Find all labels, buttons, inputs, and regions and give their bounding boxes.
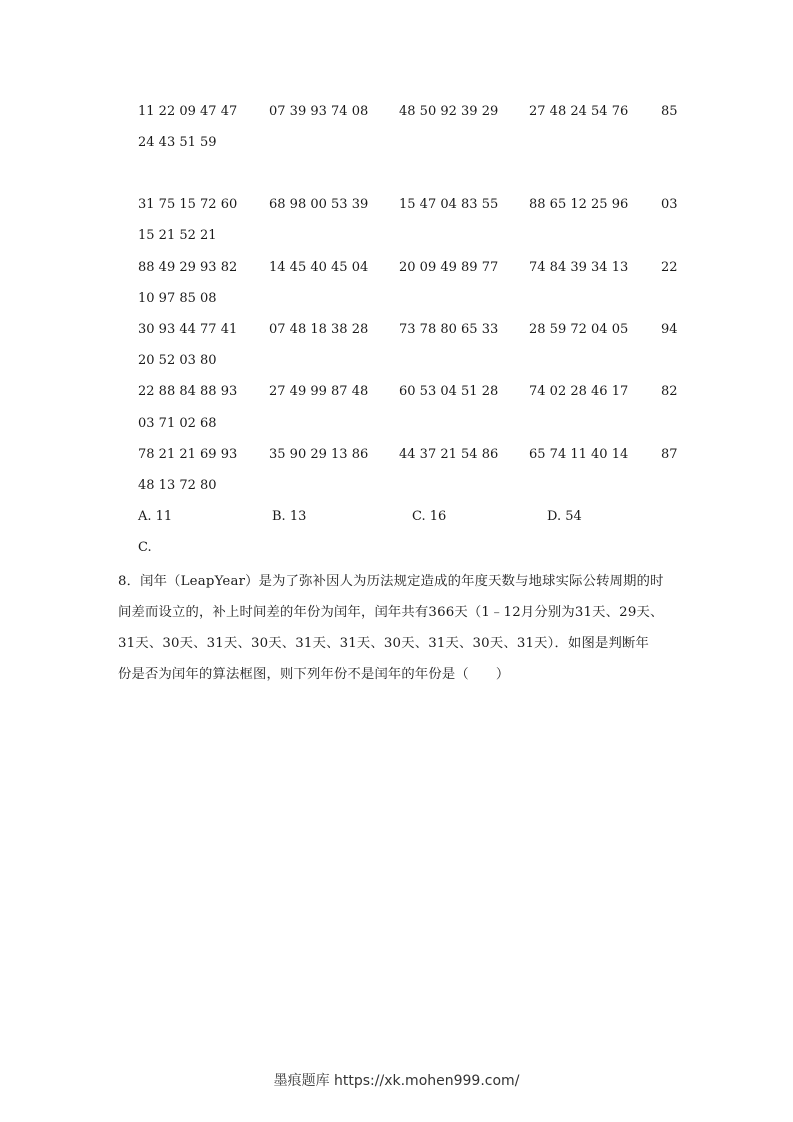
footer-watermark: 墨痕题库 https://xk.mohen999.com/ [273,1073,520,1089]
answer-text: C. [138,540,152,555]
number-group: 44 37 21 54 86 [399,447,499,462]
number-group: 85 [661,104,678,119]
table-row [0,258,793,278]
number-group: 27 48 24 54 76 [529,104,629,119]
number-group: 03 [661,197,678,212]
number-group: 68 98 00 53 39 [269,197,369,212]
number-group: 65 74 11 40 14 [529,447,629,462]
number-group: 82 [661,384,678,399]
number-group: 73 78 80 65 33 [399,322,499,337]
number-group: 60 53 04 51 28 [399,384,499,399]
number-group: 48 13 72 80 [138,478,217,493]
number-group: 94 [661,322,678,337]
number-group: 14 45 40 45 04 [269,260,369,275]
number-group: 20 09 49 89 77 [399,260,499,275]
table-row [0,102,793,122]
number-group: 48 50 92 39 29 [399,104,499,119]
options-row [0,507,793,527]
table-row-continuation [0,289,793,309]
number-group: 28 59 72 04 05 [529,322,629,337]
number-group: 88 65 12 25 96 [529,197,629,212]
option-d: D. 54 [547,509,582,524]
option-c: C. 16 [412,509,447,524]
number-group: 22 [661,260,678,275]
table-row [0,195,793,215]
table-row-continuation [0,133,793,153]
table-row [0,382,793,402]
number-group: 30 93 44 77 41 [138,322,238,337]
number-group: 87 [661,447,678,462]
number-group: 35 90 29 13 86 [269,447,369,462]
number-group: 31 75 15 72 60 [138,197,238,212]
table-row [0,445,793,465]
number-group: 15 21 52 21 [138,228,217,243]
table-row [0,320,793,340]
number-group: 20 52 03 80 [138,353,217,368]
table-row-continuation [0,226,793,246]
table-row-continuation [0,414,793,434]
number-group: 74 84 39 34 13 [529,260,629,275]
option-a: A. 11 [138,509,173,524]
number-group: 24 43 51 59 [138,135,217,150]
question-line: 8．闰年（LeapYear）是为了弥补因人为历法规定造成的年度天数与地球实际公转周期的时 [118,574,664,589]
number-group: 07 48 18 38 28 [269,322,369,337]
number-group: 74 02 28 46 17 [529,384,629,399]
option-b: B. 13 [272,509,307,524]
number-group: 10 97 85 08 [138,291,217,306]
number-group: 11 22 09 47 47 [138,104,238,119]
number-group: 88 49 29 93 82 [138,260,238,275]
table-row-continuation [0,351,793,371]
number-group: 03 71 02 68 [138,416,217,431]
question-line: 间差而设立的，补上时间差的年份为闰年，闰年共有366天（1﹣12月分别为31天、29天、 [118,605,664,620]
question-line: 份是否为闰年的算法框图，则下列年份不是闰年的年份是（ ） [118,667,510,682]
number-group: 78 21 21 69 93 [138,447,238,462]
question-8 [118,566,678,690]
number-group: 15 47 04 83 55 [399,197,499,212]
number-group: 27 49 99 87 48 [269,384,369,399]
number-group: 07 39 93 74 08 [269,104,369,119]
number-group: 22 88 84 88 93 [138,384,238,399]
table-row-continuation [0,476,793,496]
question-line: 31天、30天、31天、30天、31天、31天、30天、31天、30天、31天）．如图是判断年 [118,636,649,651]
